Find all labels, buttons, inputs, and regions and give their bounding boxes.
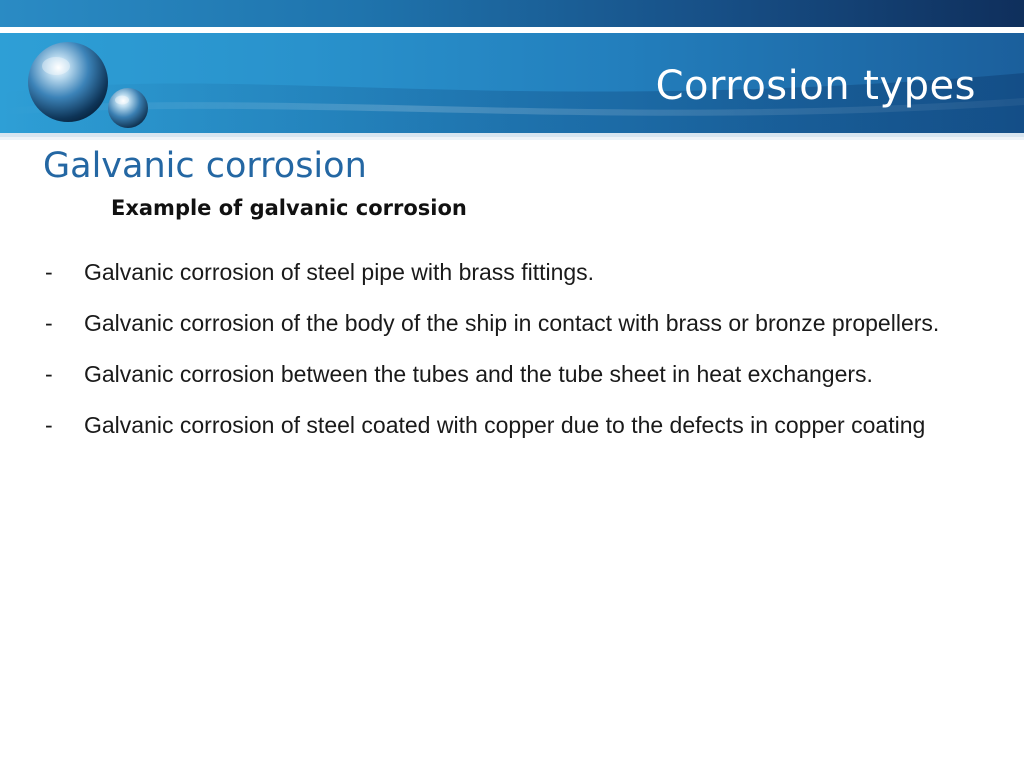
list-item <box>40 298 980 349</box>
list-item <box>40 247 980 298</box>
section-title: Galvanic corrosion <box>43 146 367 186</box>
list-item <box>40 349 980 400</box>
list-item-text: Galvanic corrosion of steel pipe with brass fittings. <box>84 259 595 285</box>
bullet-marker: - <box>45 259 53 285</box>
list-item-text: Galvanic corrosion between the tubes and the tube sheet in heat exchangers. <box>84 361 873 387</box>
slide-title: Corrosion types <box>655 63 976 109</box>
list-item <box>40 400 980 451</box>
sub-heading: Example of galvanic corrosion <box>111 196 467 220</box>
bullet-marker: - <box>45 412 53 438</box>
bullet-marker: - <box>45 310 53 336</box>
list-item-text: Galvanic corrosion of steel coated with copper due to the defects in copper coating <box>84 412 926 438</box>
water-drop-spheres-icon <box>24 38 154 130</box>
bullet-marker: - <box>45 361 53 387</box>
header-bottom-shadow <box>0 137 1024 140</box>
list-item-text: Galvanic corrosion of the body of the ship in contact with brass or bronze propellers. <box>84 310 940 336</box>
header-top-strip <box>0 0 1024 27</box>
bullet-list <box>40 247 980 451</box>
